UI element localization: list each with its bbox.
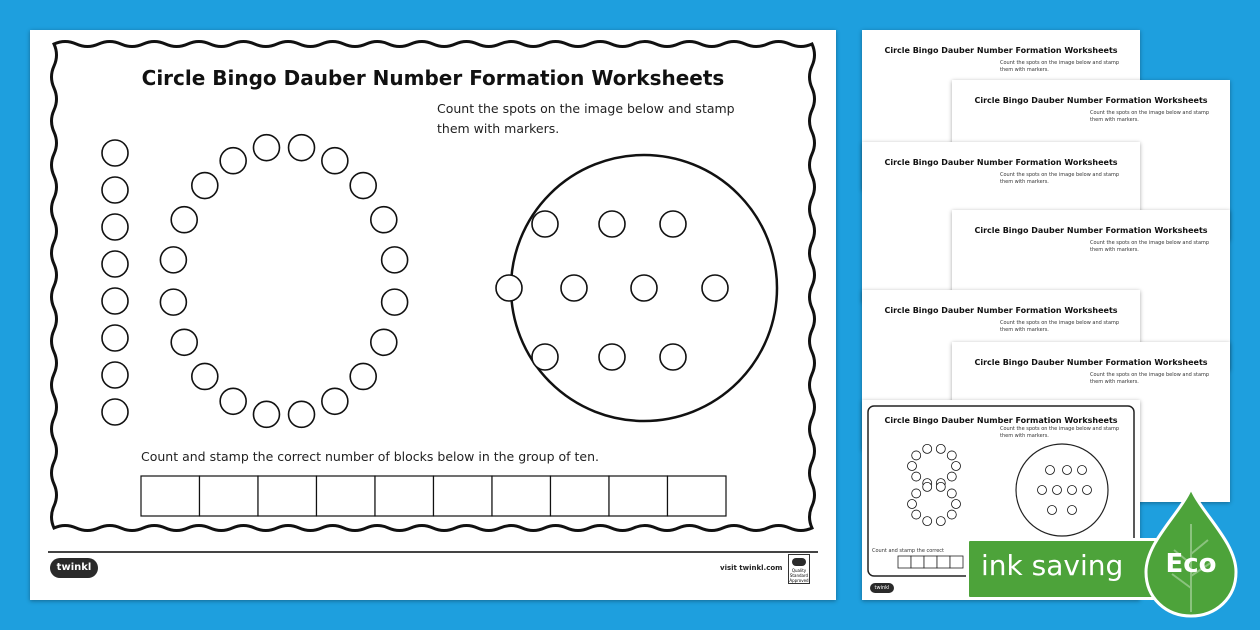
number-eight-dots [908, 444, 961, 525]
ten-frame-block [492, 476, 551, 516]
zero-dot [220, 148, 246, 174]
one-dot [102, 399, 128, 425]
thumbnail-instruction: Count the spots on the image below and stamp them with markers. [1000, 320, 1120, 333]
thumbnail-spot [1068, 506, 1077, 515]
eco-badge-label: Eco [1165, 549, 1217, 579]
thumbnail-title: Circle Bingo Dauber Number Formation Worksheets [974, 358, 1208, 367]
eight-dot [923, 517, 932, 526]
eight-dot [947, 451, 956, 460]
badge-text: Quality Standard Approved [789, 568, 809, 583]
zero-dot [382, 289, 408, 315]
footer-divider [48, 551, 818, 553]
thumbnail-frame-block [898, 556, 911, 568]
thumbnail-spot [1038, 486, 1047, 495]
eight-dot [947, 489, 956, 498]
zero-dot [192, 173, 218, 199]
quality-badge [788, 554, 810, 584]
ten-frame-block [258, 476, 317, 516]
eight-dot [952, 462, 961, 471]
spot-dot [702, 275, 728, 301]
ten-frame-block [375, 476, 434, 516]
thumbnail-title: Circle Bingo Dauber Number Formation Worksheets [884, 306, 1118, 315]
zero-dot [371, 207, 397, 233]
zero-dot [371, 329, 397, 355]
thumbnail-instruction: Count the spots on the image below and stamp them with markers. [1000, 426, 1120, 439]
ten-frame-block [551, 476, 610, 516]
thumbnail-spot [1068, 486, 1077, 495]
zero-dot [289, 135, 315, 161]
spot-dot [599, 211, 625, 237]
thumbnail-title: Circle Bingo Dauber Number Formation Worksheets [974, 96, 1208, 105]
eight-dot [947, 472, 956, 481]
spot-dot [660, 211, 686, 237]
one-dot [102, 177, 128, 203]
zero-dot [382, 247, 408, 273]
thumbnail-spot [1063, 466, 1072, 475]
thumbnail-spot [1048, 506, 1057, 515]
ink-saving-label: ink saving [981, 549, 1124, 582]
zero-dot [160, 289, 186, 315]
thumbnail-frame-block [937, 556, 950, 568]
one-dot [102, 214, 128, 240]
one-dot [102, 140, 128, 166]
thumbnail-frame-block [911, 556, 924, 568]
spot-dot [532, 344, 558, 370]
twinkl-logo: twinkl [50, 558, 98, 578]
page-title: Circle Bingo Dauber Number Formation Worksheets [141, 66, 725, 90]
zero-dot [253, 401, 279, 427]
zero-dot [322, 148, 348, 174]
thumbnail-title: Circle Bingo Dauber Number Formation Worksheets [884, 158, 1118, 167]
blocks-instruction: Count and stamp the correct number of blocks below in the group of ten. [141, 449, 599, 464]
eight-dot [912, 451, 921, 460]
zero-dot [220, 388, 246, 414]
zero-dot [171, 207, 197, 233]
zero-dot [171, 329, 197, 355]
zero-dot [192, 363, 218, 389]
thumbnail-twinkl-logo: twinkl [870, 583, 894, 593]
one-dot [102, 251, 128, 277]
thumbnail-ten-frame [898, 556, 963, 568]
eight-dot [936, 517, 945, 526]
thumbnail-title: Circle Bingo Dauber Number Formation Worksheets [884, 46, 1118, 55]
thumbnail-instruction: Count the spots on the image below and stamp them with markers. [1000, 60, 1120, 73]
thumbnail-frame-block [950, 556, 963, 568]
thumbnail-instruction: Count the spots on the image below and stamp them with markers. [1090, 240, 1210, 253]
spot-dot [660, 344, 686, 370]
eight-dot [952, 500, 961, 509]
main-worksheet [30, 30, 836, 600]
one-dot [102, 288, 128, 314]
ten-frame-block [668, 476, 727, 516]
circle-spots [496, 211, 728, 370]
spot-dot [599, 344, 625, 370]
one-dot [102, 362, 128, 388]
thumbnail-title: Circle Bingo Dauber Number Formation Worksheets [884, 416, 1118, 425]
thumbnail-title: Circle Bingo Dauber Number Formation Worksheets [974, 226, 1208, 235]
eight-dot [908, 462, 917, 471]
thumbnail-spot [1053, 486, 1062, 495]
thumbnail-instruction: Count the spots on the image below and stamp them with markers. [1000, 172, 1120, 185]
eight-dot [923, 482, 932, 491]
eight-dot [912, 510, 921, 519]
ten-frame-block [434, 476, 493, 516]
ten-frame-block [141, 476, 200, 516]
spot-dot [496, 275, 522, 301]
eight-dot [912, 489, 921, 498]
ten-frame-block [200, 476, 259, 516]
ten-frame [141, 476, 726, 516]
thumbnail-instruction: Count the spots on the image below and stamp them with markers. [1090, 110, 1210, 123]
footer-url: visit twinkl.com [720, 564, 783, 572]
badge-logo-icon [792, 558, 806, 566]
zero-dot [253, 135, 279, 161]
number-one-dots [102, 140, 128, 425]
zero-dot [160, 247, 186, 273]
thumbnail-spot [1078, 466, 1087, 475]
eight-dot [936, 482, 945, 491]
eight-dot [936, 444, 945, 453]
thumbnail-circle [1016, 444, 1108, 536]
spots-instruction: Count the spots on the image below and stamp them with markers. [437, 101, 735, 136]
thumbnail-frame-block [924, 556, 937, 568]
eight-dot [923, 444, 932, 453]
one-dot [102, 325, 128, 351]
zero-dot [322, 388, 348, 414]
eight-dot [908, 500, 917, 509]
spot-dot [631, 275, 657, 301]
number-zero-dots [160, 135, 407, 428]
eight-dot [912, 472, 921, 481]
thumbnail-blocks-instruction: Count and stamp the correct [872, 548, 944, 554]
spot-dot [532, 211, 558, 237]
zero-dot [289, 401, 315, 427]
zero-dot [350, 363, 376, 389]
ten-frame-block [317, 476, 376, 516]
thumbnail-spot [1083, 486, 1092, 495]
eight-dot [947, 510, 956, 519]
thumbnail-spot [1046, 466, 1055, 475]
thumbnail-instruction: Count the spots on the image below and stamp them with markers. [1090, 372, 1210, 385]
spot-dot [561, 275, 587, 301]
thumbnail-spots [1038, 466, 1092, 515]
zero-dot [350, 173, 376, 199]
ten-frame-block [609, 476, 668, 516]
